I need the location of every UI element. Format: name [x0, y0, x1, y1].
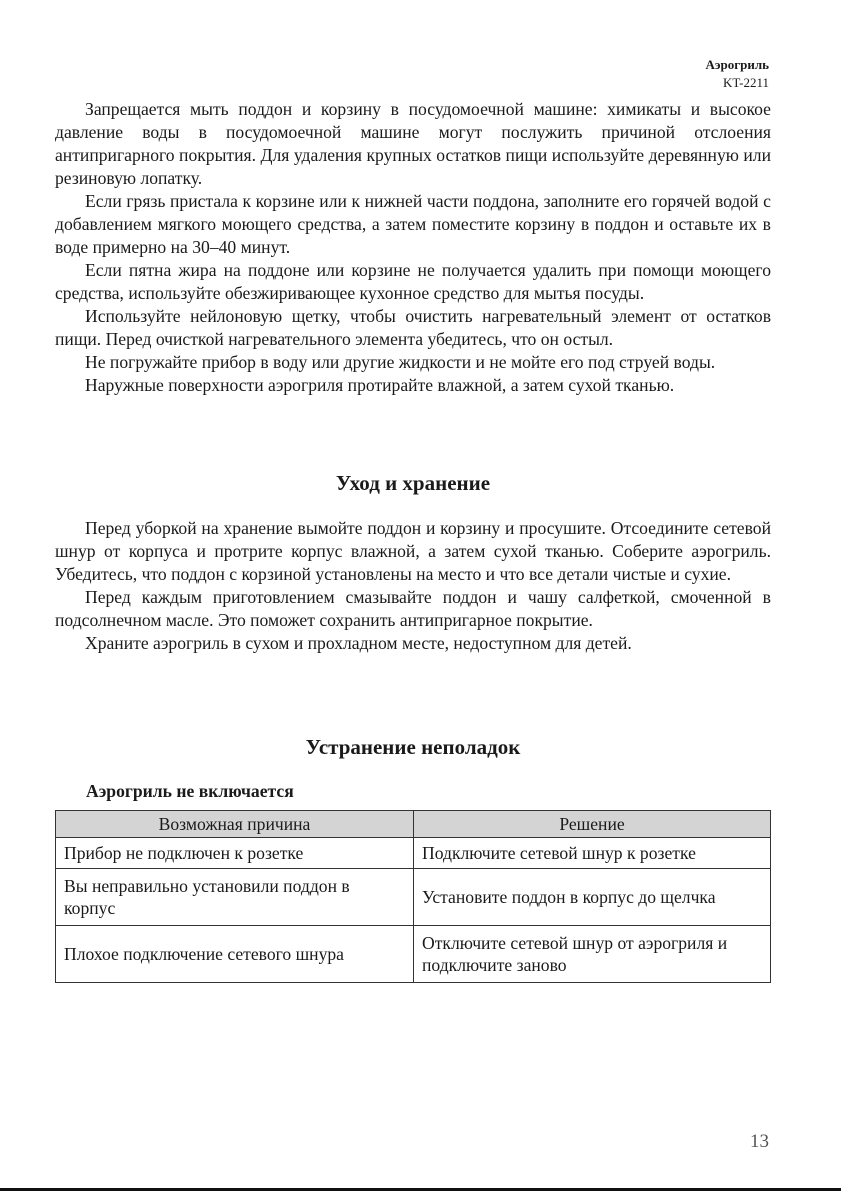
- paragraph: Запрещается мыть поддон и корзину в посудомоечной машине: химикаты и высокое давление воды в посудомоечной машине могут послужить причиной отслоения антипригарного покрытия. Для удаления крупных остатков пищи используйте деревянную или резиновую лопатку.: [55, 99, 771, 188]
- table-row: [56, 869, 771, 926]
- paragraph: Перед каждым приготовлением смазывайте поддон и чашу салфеткой, смоченной в подсолнечном масле. Это поможет сохранить антипригарное покрытие.: [55, 587, 771, 630]
- troubleshooting-table: [55, 810, 771, 983]
- cause-cell: Вы неправильно установили поддон в корпус: [56, 869, 414, 926]
- page-number: 13: [750, 1131, 769, 1152]
- cause-cell: Прибор не подключен к розетке: [56, 838, 414, 869]
- paragraph: Не погружайте прибор в воду или другие жидкости и не мойте его под струей воды.: [85, 352, 716, 372]
- solution-cell: Установите поддон в корпус до щелчка: [414, 869, 771, 926]
- cause-cell: Плохое подключение сетевого шнура: [56, 926, 414, 983]
- column-header-solution: Решение: [414, 811, 771, 838]
- paragraph: Используйте нейлоновую щетку, чтобы очистить нагревательный элемент от остатков пищи. Перед очисткой нагревательного элемента убедитесь, что он остыл.: [55, 306, 771, 349]
- table-row: [56, 838, 771, 869]
- solution-cell: Отключите сетевой шнур от аэрогриля и подключите заново: [414, 926, 771, 983]
- paragraph: Перед уборкой на хранение вымойте поддон и корзину и просушите. Отсоедините сетевой шнур от корпуса и протрите корпус влажной, а затем сухой тканью. Соберите аэрогриль. Убедитесь, что поддон с корзиной установлены на место и что все детали чистые и сухие.: [55, 518, 771, 584]
- care-storage-heading: Уход и хранение: [335, 471, 491, 495]
- table-header-row: [56, 811, 771, 838]
- care-storage-section: [55, 517, 771, 655]
- paragraph: Храните аэрогриль в сухом и прохладном месте, недоступном для детей.: [85, 633, 632, 653]
- cleaning-instructions: [55, 98, 771, 397]
- running-header: [705, 56, 769, 92]
- troubleshooting-table-wrapper: [55, 810, 771, 983]
- column-header-cause: Возможная причина: [56, 811, 414, 838]
- paragraph: Если грязь пристала к корзине или к нижней части поддона, заполните его горячей водой с добавлением мягкого моющего средства, а затем поместите корзину в поддон и оставьте их в воде примерно на 30–40 минут.: [55, 191, 771, 257]
- header-model: KT-2211: [723, 75, 769, 90]
- troubleshooting-heading: Устранение неполадок: [305, 735, 521, 759]
- problem-heading: Аэрогриль не включается: [86, 781, 294, 801]
- paragraph: Наружные поверхности аэрогриля протирайте влажной, а затем сухой тканью.: [85, 375, 675, 395]
- table-row: [56, 926, 771, 983]
- solution-cell: Подключите сетевой шнур к розетке: [414, 838, 771, 869]
- header-brand: Аэрогриль: [705, 57, 769, 72]
- paragraph: Если пятна жира на поддоне или корзине не получается удалить при помощи моющего средства, используйте обезжиривающее кухонное средство для мытья посуды.: [55, 260, 771, 303]
